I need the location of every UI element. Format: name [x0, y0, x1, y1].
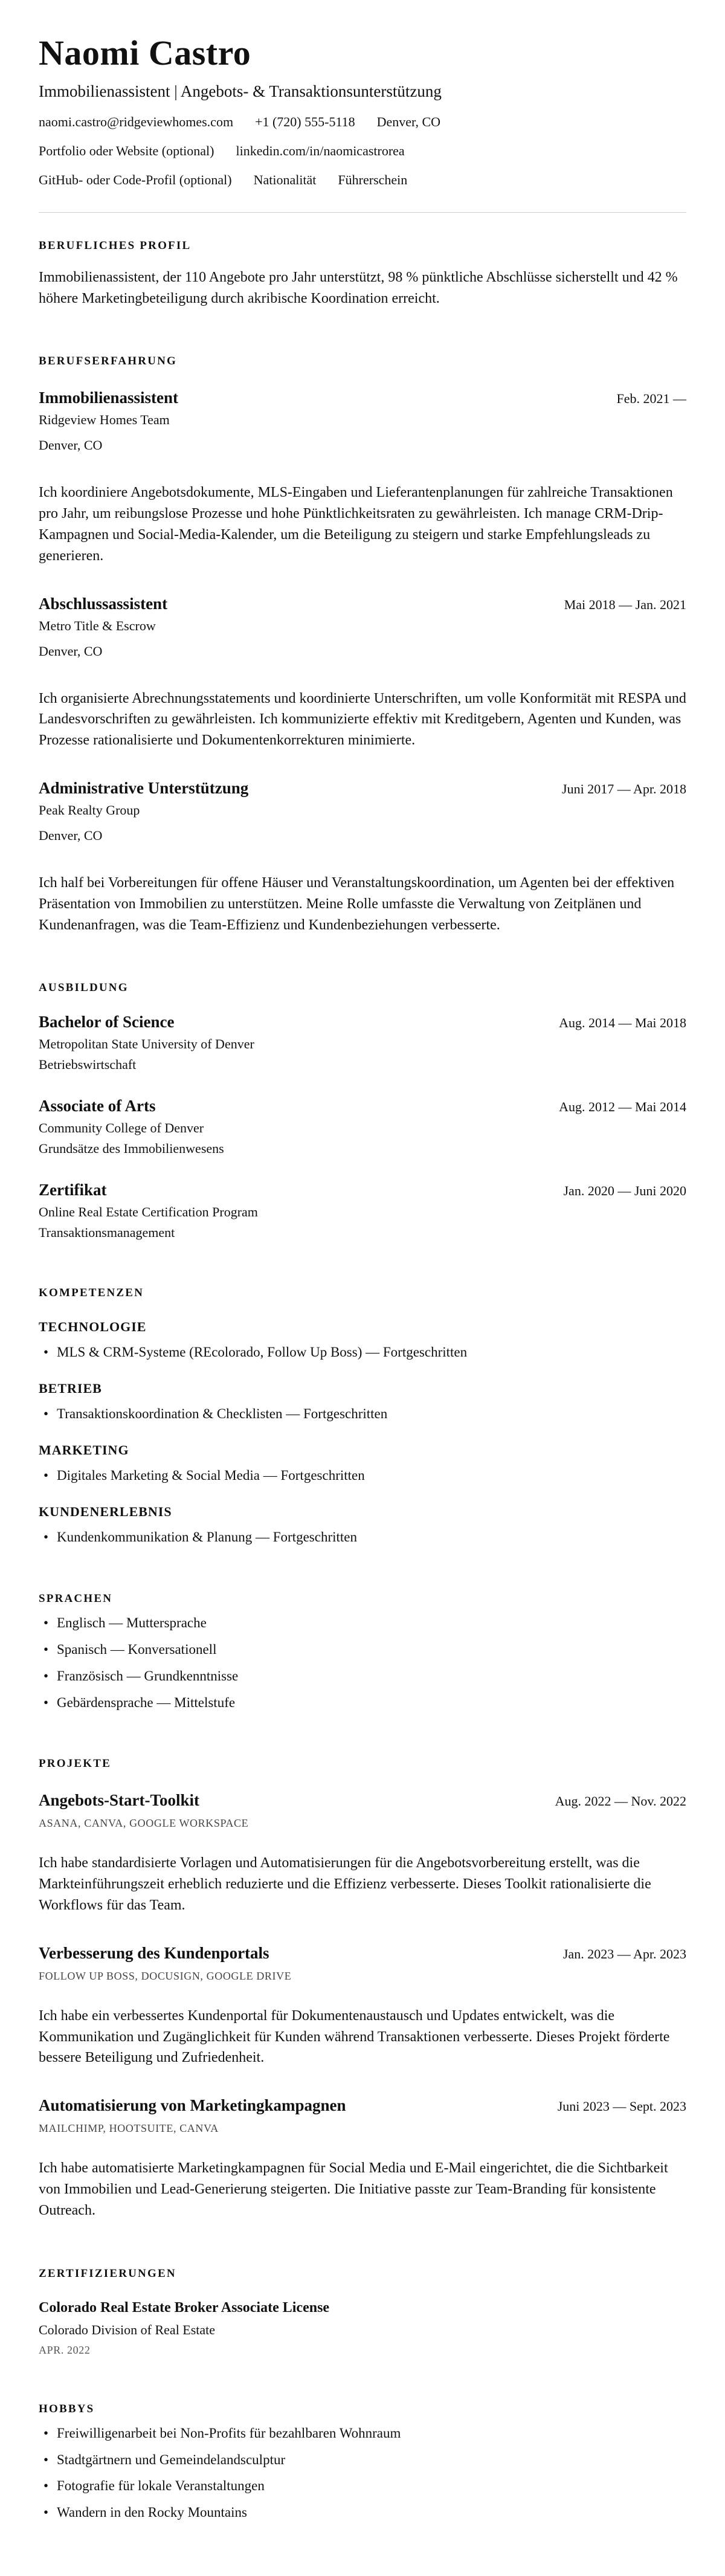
project-entry: [39, 2096, 686, 2221]
skill-list: [39, 1528, 686, 1546]
section-experience: [39, 355, 686, 935]
project-description: Ich habe standardisierte Vorlagen und Automatisierungen für die Angebotsvorbereitung erstellt, was die Markteinführungszeit erheblich reduzierte und die Effizienz verbesserte. Dieses Toolkit rationalisierte die Workflows für das Team.: [39, 1855, 651, 1914]
project-title: Verbesserung des Kundenportals: [39, 1943, 269, 1962]
language-item: • Gebärdensprache — Mittelstufe: [39, 1694, 686, 1712]
hobby-item: • Wandern in den Rocky Mountains: [39, 2503, 686, 2522]
project-tools: MAILCHIMP, HOOTSUITE, CANVA: [39, 2122, 219, 2135]
education-section-heading: AUSBILDUNG: [39, 981, 129, 995]
section-education: [39, 981, 686, 1241]
skill-category-title: TECHNOLOGIE: [39, 1319, 147, 1335]
resume-header: [39, 34, 686, 188]
experience-entry: [39, 389, 686, 566]
education-entry-head: [39, 1181, 686, 1199]
project-entry: [39, 1944, 686, 2068]
experience-entry: [39, 779, 686, 935]
certification-issuer: Colorado Division of Real Estate: [39, 2322, 216, 2337]
profile-summary: Immobilienassistent, der 110 Angebote pro Jahr unterstützt, 98 % pünktliche Abschlüsse sicherstellt und 42 % höhere Marketingbeteiligung durch akribische Koordination erreicht.: [39, 269, 678, 306]
job-title: Immobilienassistent: [39, 389, 179, 407]
language-item: • Spanisch — Konversationell: [39, 1641, 686, 1659]
project-entry-head: [39, 1944, 686, 1963]
skill-item: • Kundenkommunikation & Planung — Fortgeschritten: [39, 1528, 686, 1546]
language-item: • Französisch — Grundkenntnisse: [39, 1667, 686, 1685]
skill-category: [39, 1504, 686, 1546]
school-name: Online Real Estate Certification Program: [39, 1204, 258, 1220]
candidate-name: Naomi Castro: [39, 33, 251, 73]
section-certifications: [39, 2267, 686, 2357]
school-name: Metropolitan State University of Denver: [39, 1036, 254, 1052]
section-profile: [39, 239, 686, 309]
hobby-item: • Freiwilligenarbeit bei Non-Profits für bezahlbaren Wohnraum: [39, 2424, 686, 2442]
project-tools: ASANA, CANVA, GOOGLE WORKSPACE: [39, 1817, 249, 1830]
project-title: Angebots-Start-Toolkit: [39, 1791, 200, 1810]
certification-date: APR. 2022: [39, 2343, 91, 2356]
job-dates: Mai 2018 — Jan. 2021: [564, 596, 686, 612]
job-description: Ich organisierte Abrechnungsstatements und koordinierte Unterschriften, um volle Konformität mit RESPA und Landesvorschriften zu gewährleisten. Ich kommunizierte effektiv mit Kreditgebern, Agenten und Kunden, was Prozesse rationalisierte und Dokumentenkorrekturen minimierte.: [39, 690, 686, 749]
skill-category-title: BETRIEB: [39, 1381, 102, 1396]
experience-entry-head: [39, 595, 686, 613]
certifications-section-heading: ZERTIFIZIERUNGEN: [39, 2267, 176, 2280]
skill-category: [39, 1442, 686, 1485]
field-of-study: Grundsätze des Immobilienwesens: [39, 1141, 224, 1157]
experience-entry-head: [39, 779, 686, 798]
school-name: Community College of Denver: [39, 1120, 204, 1136]
linkedin-text: linkedin.com/in/naomicastrorea: [236, 143, 405, 158]
experience-section-heading: BERUFSERFAHRUNG: [39, 355, 177, 368]
skill-category-title: KUNDENERLEBNIS: [39, 1504, 172, 1520]
skill-item: • MLS & CRM-Systeme (REcolorado, Follow Up Boss) — Fortgeschritten: [39, 1343, 686, 1361]
job-description: Ich koordiniere Angebotsdokumente, MLS-Eingaben und Lieferantenplanungen für zahlreiche Transaktionen pro Jahr, um reibungslose Prozesse und hohe Pünktlichkeitsraten zu gewährleisten. Ich manage CRM-Drip-Kampagnen und Social-Media-Kalender, um die Beteiligung zu steigern und starke Empfehlungsleads zu generieren.: [39, 485, 673, 564]
section-projects: [39, 1757, 686, 2221]
job-title: Administrative Unterstützung: [39, 778, 249, 797]
project-entry: [39, 1791, 686, 1916]
portfolio-label: Portfolio oder Website (optional): [39, 143, 214, 158]
hobby-list: [39, 2424, 686, 2522]
experience-entry-head: [39, 389, 686, 407]
candidate-tagline: Immobilienassistent | Angebots- & Transaktionsunterstützung: [39, 82, 442, 100]
certification-name: Colorado Real Estate Broker Associate License: [39, 2299, 330, 2316]
phone-text: +1 (720) 555-5118: [255, 114, 355, 129]
skill-category-title: MARKETING: [39, 1442, 129, 1458]
header-divider: [39, 212, 686, 213]
field-of-study: Transaktionsmanagement: [39, 1225, 175, 1241]
email-text: naomi.castro@ridgeviewhomes.com: [39, 114, 234, 129]
skill-item: • Transaktionskoordination & Checklisten — Fortgeschritten: [39, 1405, 686, 1423]
project-dates: Aug. 2022 — Nov. 2022: [555, 1793, 686, 1809]
language-item: • Englisch — Muttersprache: [39, 1614, 686, 1632]
hobby-item: • Fotografie für lokale Veranstaltungen: [39, 2477, 686, 2495]
certification-entry: [39, 2300, 686, 2357]
skill-category: [39, 1381, 686, 1423]
contact-row-3: [39, 172, 686, 188]
experience-entry: [39, 595, 686, 751]
job-description: Ich half bei Vorbereitungen für offene Häuser und Veranstaltungskoordination, um Agenten bei der effektiven Präsentation von Immobilien zu unterstützen. Meine Rolle umfasste die Verwaltung von Zeitplänen und Kundenanfragen, was die Team-Effizienz und Kundenbeziehungen verbesserte.: [39, 874, 675, 933]
job-title: Abschlussassistent: [39, 594, 168, 613]
education-entry: [39, 1181, 686, 1241]
skill-item: • Digitales Marketing & Social Media — Fortgeschritten: [39, 1467, 686, 1485]
degree-title: Zertifikat: [39, 1181, 107, 1199]
skill-list: [39, 1343, 686, 1361]
education-dates: Aug. 2012 — Mai 2014: [559, 1099, 686, 1115]
project-dates: Juni 2023 — Sept. 2023: [557, 2099, 686, 2114]
project-entry-head: [39, 2096, 686, 2115]
project-entry-head: [39, 1791, 686, 1810]
section-skills: [39, 1286, 686, 1546]
education-entry-head: [39, 1013, 686, 1031]
skills-section-heading: KOMPETENZEN: [39, 1286, 144, 1300]
contact-row-1: [39, 114, 686, 130]
degree-title: Associate of Arts: [39, 1097, 156, 1115]
skill-list: [39, 1467, 686, 1485]
education-dates: Aug. 2014 — Mai 2018: [559, 1015, 686, 1031]
profile-section-heading: BERUFLICHES PROFIL: [39, 239, 192, 252]
language-list: [39, 1614, 686, 1712]
education-dates: Jan. 2020 — Juni 2020: [563, 1183, 686, 1199]
project-description: Ich habe automatisierte Marketingkampagnen für Social Media und E-Mail eingerichtet, die die Sichtbarkeit von Immobilien und Lead-Generierung steigerten. Die Initiative passte zur Team-Branding für konsistente Outreach.: [39, 2160, 668, 2218]
skill-category: [39, 1319, 686, 1361]
education-entry-head: [39, 1097, 686, 1115]
job-dates: Feb. 2021 —: [616, 391, 686, 407]
contact-row-2: [39, 143, 686, 159]
nationality-label: Nationalität: [253, 172, 317, 187]
languages-section-heading: SPRACHEN: [39, 1592, 113, 1605]
company-name: Ridgeview Homes Team: [39, 412, 170, 428]
project-title: Automatisierung von Marketingkampagnen: [39, 2096, 346, 2115]
hobbies-section-heading: HOBBYS: [39, 2402, 95, 2415]
education-entry: [39, 1013, 686, 1073]
project-tools: FOLLOW UP BOSS, DOCUSIGN, GOOGLE DRIVE: [39, 1969, 292, 1982]
company-name: Peak Realty Group: [39, 802, 140, 818]
section-languages: [39, 1592, 686, 1712]
job-location: Denver, CO: [39, 437, 103, 453]
github-label: GitHub- oder Code-Profil (optional): [39, 172, 232, 187]
degree-title: Bachelor of Science: [39, 1013, 175, 1031]
project-dates: Jan. 2023 — Apr. 2023: [562, 1946, 686, 1961]
job-location: Denver, CO: [39, 827, 103, 843]
field-of-study: Betriebswirtschaft: [39, 1057, 137, 1073]
company-name: Metro Title & Escrow: [39, 618, 156, 633]
project-description: Ich habe ein verbessertes Kundenportal für Dokumentenaustausch und Updates entwickelt, was die Kommunikation und Zugänglichkeit für Kunden während Transaktionen verbesserte. Dieses Projekt förderte bessere Beteiligung und Zufriedenheit.: [39, 2007, 670, 2066]
location-text: Denver, CO: [376, 114, 441, 129]
hobby-item: • Stadtgärtnern und Gemeindelandsculptur: [39, 2451, 686, 2469]
projects-section-heading: PROJEKTE: [39, 1757, 112, 1771]
job-dates: Juni 2017 — Apr. 2018: [562, 781, 686, 796]
skill-list: [39, 1405, 686, 1423]
job-location: Denver, CO: [39, 643, 103, 659]
education-entry: [39, 1097, 686, 1157]
drivers-license-label: Führerschein: [338, 172, 408, 187]
section-hobbies: [39, 2403, 686, 2522]
